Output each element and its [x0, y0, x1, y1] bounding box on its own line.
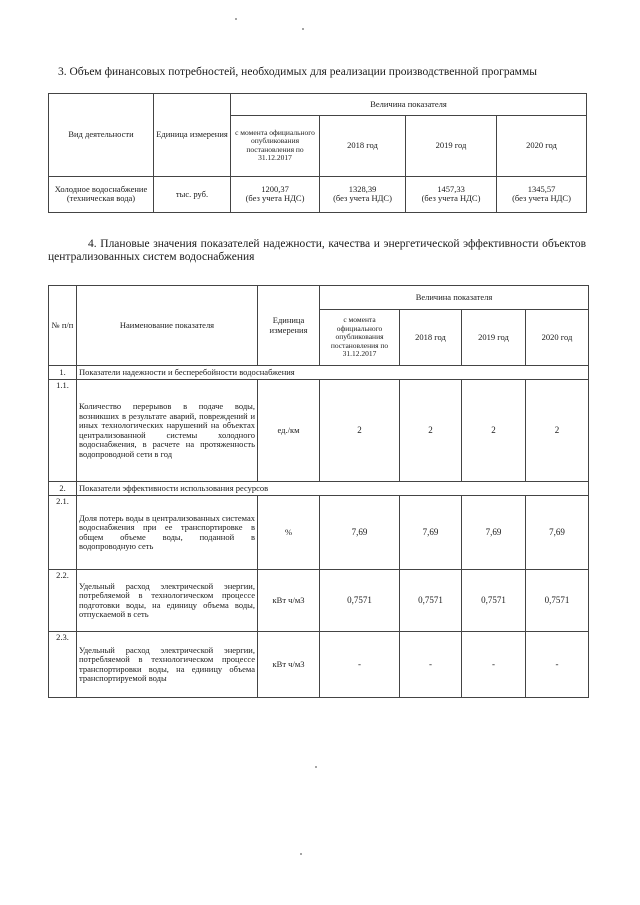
header-2018: 2018 год: [400, 310, 462, 366]
row-2-1-2020: 7,69: [526, 496, 589, 570]
header-value: Величина показателя: [231, 94, 587, 116]
value-2019: 1457,33: [437, 183, 465, 194]
row-2-1-unit: %: [258, 496, 320, 570]
header-2019: 2019 год: [462, 310, 526, 366]
scan-speck: [300, 853, 302, 855]
scan-speck: [302, 28, 304, 30]
row-1-1-2020: 2: [526, 380, 589, 482]
scan-speck: [235, 18, 237, 20]
row-2-3-unit: кВт ч/м3: [258, 632, 320, 698]
reliability-indicators-table: [48, 285, 589, 698]
row-2-3-since: -: [320, 632, 400, 698]
group-1-num: 1.: [49, 366, 77, 380]
header-since: с момента официального опубликования постановления по 31.12.2017: [231, 116, 320, 177]
value-2018: 1328,39: [348, 183, 377, 194]
row-1-1-2019: 2: [462, 380, 526, 482]
row-2-2-2018: 0,7571: [400, 570, 462, 632]
row-1-1-name: Количество перерывов в подаче воды, возникших в результате аварий, повреждений и иных технологических нарушений на объектах централизованной системы холодного водоснабжения, в расчете на протяженность водопроводной сети в год: [77, 380, 258, 482]
header-2020: 2020 год: [526, 310, 589, 366]
row-2-2-since: 0,7571: [320, 570, 400, 632]
vat-note: (без учета НДС): [333, 193, 392, 204]
row-2-1-num: 2.1.: [49, 496, 77, 570]
header-activity: Вид деятельности: [49, 94, 154, 177]
row-2-2-num: 2.2.: [49, 570, 77, 632]
header-value: Величина показателя: [320, 286, 589, 310]
row-1-1-2018: 2: [400, 380, 462, 482]
header-unit: Единица измерения: [258, 286, 320, 366]
value-2020: 1345,57: [527, 183, 556, 194]
header-name: Наименование показателя: [77, 286, 258, 366]
header-2019: 2019 год: [406, 116, 497, 177]
header-2018: 2018 год: [320, 116, 406, 177]
row-1-1-num: 1.1.: [49, 380, 77, 482]
financial-needs-table: [48, 93, 587, 213]
row-2-3-num: 2.3.: [49, 632, 77, 698]
row-2-1-since: 7,69: [320, 496, 400, 570]
cell-since: [231, 176, 320, 212]
row-2-1-2019: 7,69: [462, 496, 526, 570]
row-2-2-2019: 0,7571: [462, 570, 526, 632]
scan-speck: [315, 766, 317, 768]
row-2-3-2020: -: [526, 632, 589, 698]
row-2-3-2018: -: [400, 632, 462, 698]
row-2-1-2018: 7,69: [400, 496, 462, 570]
cell-2020: [497, 176, 587, 212]
section-4-title: 4. Плановые значения показателей надежности, качества и энергетической эффективности объектов централизованных систем водоснабжения: [48, 238, 586, 263]
value-since: 1200,37: [261, 183, 289, 194]
row-2-2-unit: кВт ч/м3: [258, 570, 320, 632]
row-1-1-since: 2: [320, 380, 400, 482]
vat-note: (без учета НДС): [421, 193, 481, 204]
cell-2018: [320, 176, 406, 212]
section-3-title: 3. Объем финансовых потребностей, необходимых для реализации производственной программы: [58, 66, 537, 78]
group-2-label: Показатели эффективности использования ресурсов: [77, 482, 589, 496]
header-num: № п/п: [49, 286, 77, 366]
header-unit: Единица измерения: [154, 94, 231, 177]
group-1-label: Показатели надежности и бесперебойности водоснабжения: [77, 366, 589, 380]
group-2-num: 2.: [49, 482, 77, 496]
row-unit: тыс. руб.: [154, 176, 231, 212]
vat-note: (без учета НДС): [245, 193, 305, 204]
row-activity: Холодное водоснабжение (техническая вода): [49, 176, 154, 212]
row-2-1-name: Доля потерь воды в централизованных системах водоснабжения при ее транспортировке в общем объеме воды, поданной в водопроводную сеть: [77, 496, 258, 570]
vat-note: (без учета НДС): [512, 193, 571, 204]
header-2020: 2020 год: [497, 116, 587, 177]
row-1-1-unit: ед./км: [258, 380, 320, 482]
row-2-3-name: Удельный расход электрической энергии, потребляемой в технологическом процессе транспортировки воды, на единицу объема транспортируемой воды: [77, 632, 258, 698]
header-since: с момента официального опубликования постановления по 31.12.2017: [320, 310, 400, 366]
row-2-3-2019: -: [462, 632, 526, 698]
cell-2019: [406, 176, 497, 212]
row-2-2-name: Удельный расход электрической энергии, потребляемой в технологическом процессе подготовки воды, на единицу объема воды, отпускаемой в сеть: [77, 570, 258, 632]
row-2-2-2020: 0,7571: [526, 570, 589, 632]
